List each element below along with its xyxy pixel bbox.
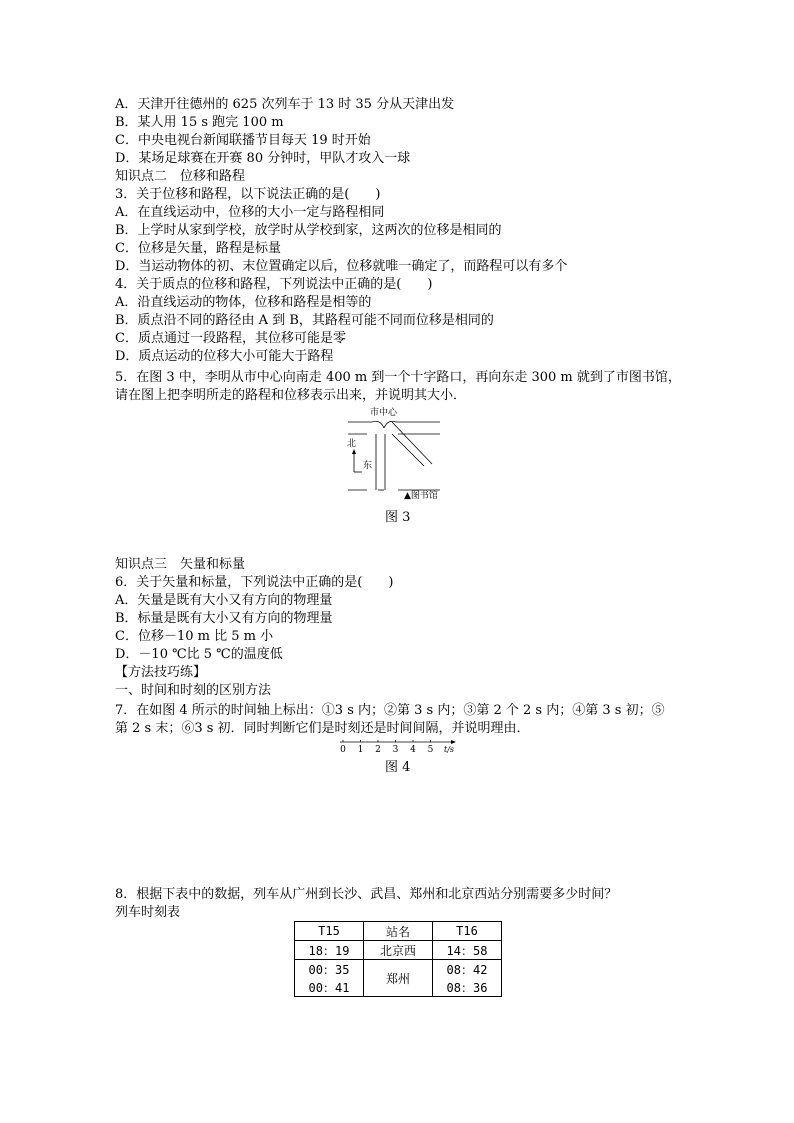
option: D．－10 ℃比 5 ℃的温度低 [115,647,283,662]
option: D．质点运动的位移大小可能大于路程 [115,349,334,364]
line: A．天津开往德州的 625 次列车于 13 时 35 分从天津出发 [115,97,455,112]
east-label: 东 [363,461,373,471]
option: B．质点沿不同的路径由 A 到 B，其路程可能不同而位移是相同的 [115,313,494,328]
figure-4-caption: 图 4 [385,760,411,775]
method-heading: 【方法技巧练】 [115,665,207,680]
line: B．某人用 15 s 跑完 100 m [115,115,284,130]
option: C．质点通过一段路程，其位移可能是零 [115,331,346,346]
option: B．上学时从家到学校，放学时从学校到家，这两次的位移是相同的 [115,223,502,238]
option: A．沿直线运动的物体，位移和路程是相等的 [115,295,372,310]
north-label: 北 [347,439,357,449]
tick-label: 0 [340,745,346,755]
option: A．在直线运动中，位移的大小一定与路程相同 [115,205,385,220]
station-cell: 北京西 [364,941,433,960]
question-6: 6．关于矢量和标量，下列说法中正确的是( ) [115,575,394,590]
time-cell: 00：41 [295,978,364,997]
question-8: 8．根据下表中的数据，列车从广州到长沙、武昌、郑州和北京西站分别需要多少时间？ [115,887,618,902]
question-7: 7．在如图 4 所示的时间轴上标出：①3 s 内；②第 3 s 内；③第 2 个 2 s 内；④第 3 s 初；⑤ [115,703,665,718]
figure-3-caption: 图 3 [385,510,411,525]
tick-label: 3 [392,745,399,755]
line: D．某场足球赛在开赛 80 分钟时，甲队才攻入一球 [115,151,411,166]
subsection-heading: 一、时间和时刻的区别方法 [115,683,272,698]
option: C．位移是矢量，路程是标量 [115,241,281,256]
header-cell: T15 [295,922,364,941]
axis-unit-label: t/s [444,745,455,754]
table-title: 列车时刻表 [115,905,181,920]
option: B．标量是既有大小又有方向的物理量 [115,611,333,626]
time-cell: 00：35 [295,960,364,979]
question-4: 4．关于质点的位移和路程，下列说法中正确的是( ) [115,277,433,292]
time-cell: 18：19 [295,941,364,960]
line: C．中央电视台新闻联播节目每天 19 时开始 [115,133,371,148]
city-center-label: 市中心 [370,408,398,418]
figure-3-map [340,402,450,502]
library-label: ▲图书馆 [404,491,438,501]
tick-label: 5 [427,745,434,755]
option: D．当运动物体的初、末位置确定以后，位移就唯一确定了，而路程可以有多个 [115,259,568,274]
question-5-cont: 请在图上把李明所走的路程和位移表示出来，并说明其大小． [115,388,467,403]
question-5: 5．在图 3 中，李明从市中心向南走 400 m 到一个十字路口，再向东走 300 m 就到了市图书馆， [115,370,681,385]
station-cell: 郑州 [364,960,433,997]
option: A．矢量是既有大小又有方向的物理量 [115,593,333,608]
section-heading: 知识点三 矢量和标量 [115,557,246,572]
figure-4-time-axis [336,738,460,758]
train-timetable [294,921,502,997]
question-7-cont: 第 2 s 末；⑥3 s 初．同时判断它们是时刻还是时间间隔，并说明理由． [115,721,530,736]
header-cell: 站名 [364,922,433,941]
tick-label: 1 [357,745,364,755]
time-cell: 14：58 [433,941,502,960]
tick-label: 4 [410,745,416,755]
time-cell: 08：36 [433,978,502,997]
header-cell: T16 [433,922,502,941]
question-3: 3．关于位移和路程，以下说法正确的是( ) [115,187,381,202]
section-heading: 知识点二 位移和路程 [115,169,246,184]
tick-label: 2 [375,745,381,755]
time-cell: 08：42 [433,960,502,979]
option: C．位移－10 m 比 5 m 小 [115,629,274,644]
